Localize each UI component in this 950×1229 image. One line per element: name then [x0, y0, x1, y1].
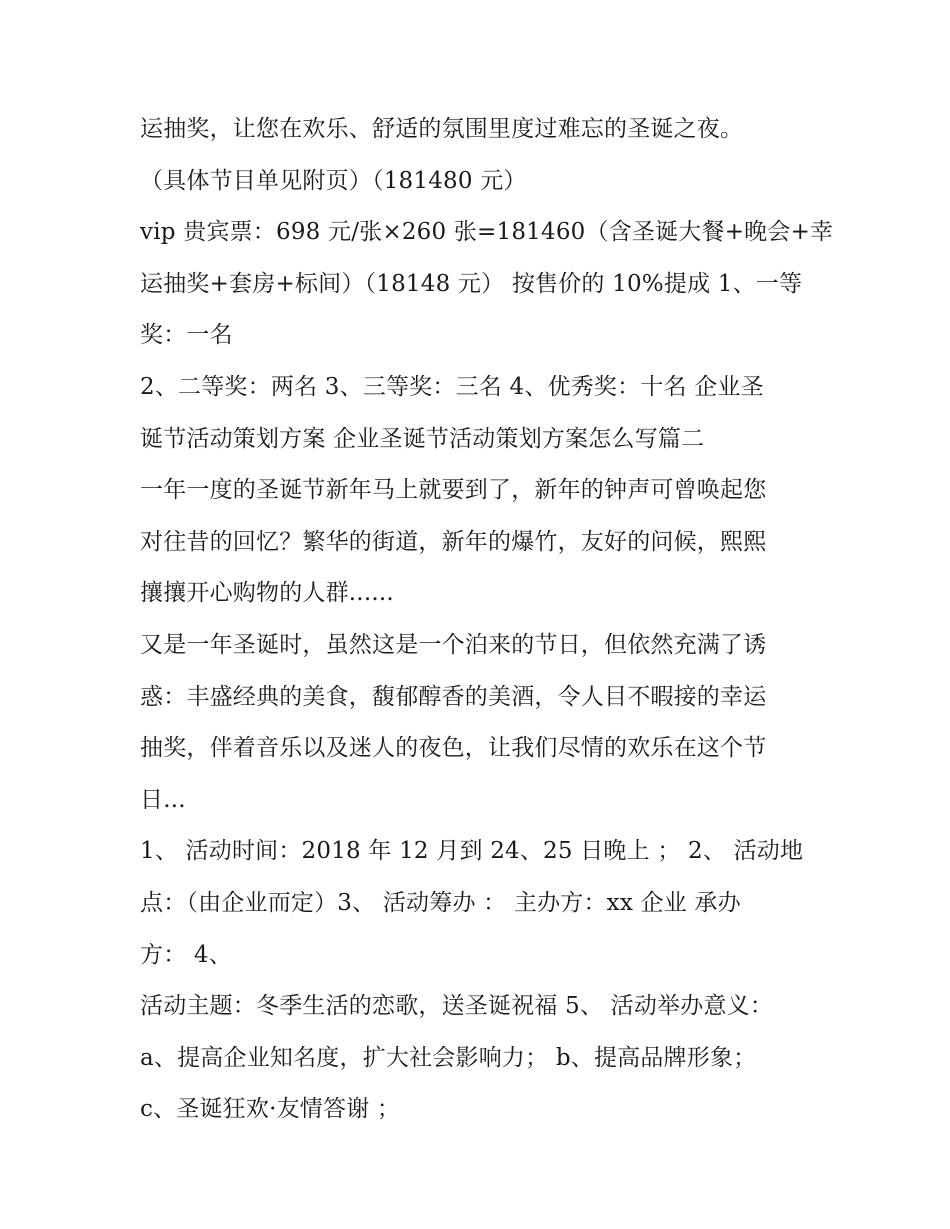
text-line: 2、二等奖：两名 3、三等奖：三名 4、优秀奖：十名 企业圣 — [140, 373, 764, 400]
text-line: （具体节目单见附页）（181480 元） — [140, 167, 527, 194]
text-line: a、提高企业知名度，扩大社会影响力； b、提高品牌形象； — [140, 1044, 757, 1071]
text-line: c、圣诞狂欢·友情答谢 ； — [140, 1096, 401, 1123]
text-line: 对往昔的回忆？繁华的街道，新年的爆竹，友好的问候，熙熙 — [140, 528, 767, 555]
text-line: vip 贵宾票：698 元/张×260 张=181460（含圣诞大餐+晚会+幸 — [140, 219, 834, 246]
text-line: 攘攘开心购物的人群...... — [140, 580, 394, 607]
text-line: 运抽奖+套房+标间）（18148 元） 按售价的 10%提成 1、一等 — [140, 270, 803, 297]
text-line: 日... — [140, 786, 186, 813]
text-line: 又是一年圣诞时，虽然这是一个泊来的节日，但依然充满了诱 — [140, 631, 767, 658]
text-line: 诞节活动策划方案 企业圣诞节活动策划方案怎么写篇二 — [140, 425, 705, 452]
text-line: 运抽奖，让您在欢乐、舒适的氛围里度过难忘的圣诞之夜。 — [140, 116, 744, 142]
text-line: 方： 4、 — [140, 941, 232, 968]
text-line: 一年一度的圣诞节新年马上就要到了，新年的钟声可曾唤起您 — [140, 477, 767, 504]
text-line: 活动主题：冬季生活的恋歌，送圣诞祝福 5、 活动举办意义： — [140, 993, 774, 1020]
text-line: 惑：丰盛经典的美食，馥郁醇香的美酒，令人目不暇接的幸运 — [140, 683, 767, 710]
text-line: 点：（由企业而定）3、 活动筹办 ： 主办方：xx 企业 承办 — [140, 889, 741, 916]
document-body — [140, 104, 834, 1136]
text-line: 抽奖，伴着音乐以及迷人的夜色，让我们尽情的欢乐在这个节 — [140, 735, 767, 762]
text-line: 1、 活动时间：2018 年 12 月到 24、25 日晚上 ； 2、 活动地 — [140, 838, 804, 865]
text-line: 奖：一名 — [140, 322, 233, 349]
